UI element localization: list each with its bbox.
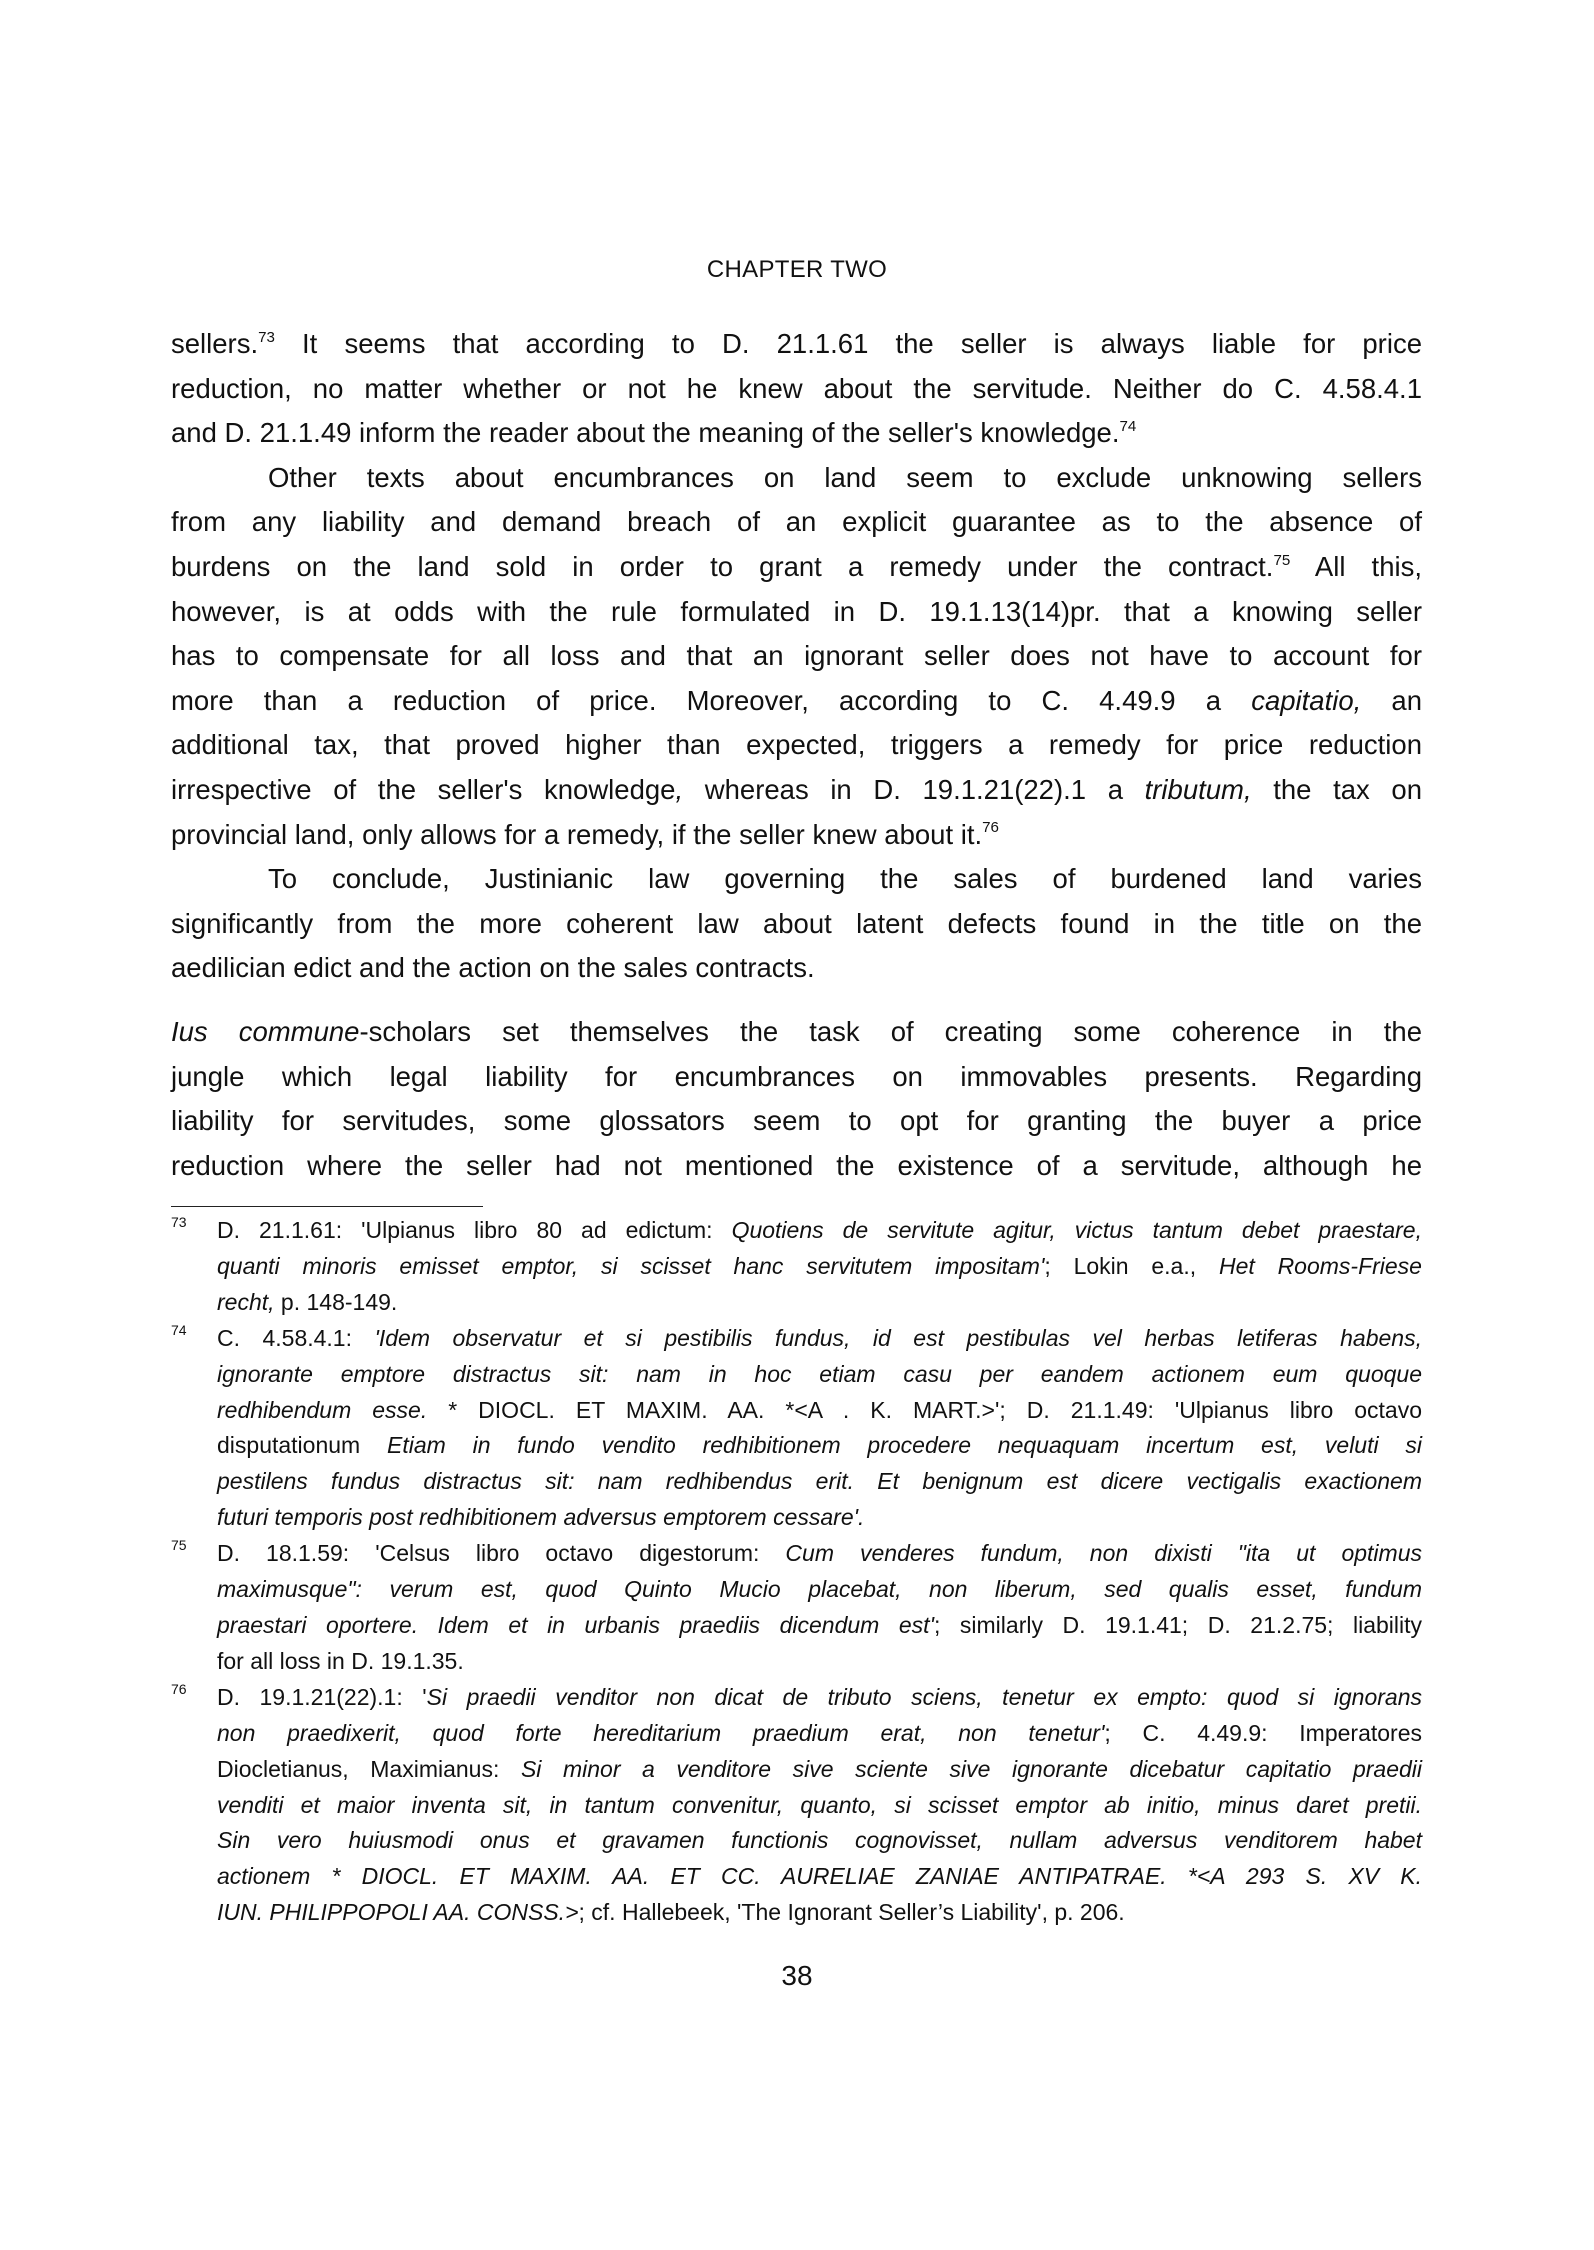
footnote-number: 73 bbox=[171, 1214, 187, 1230]
text-run: significantly from the more coherent law about latent defects found in the title on the bbox=[171, 907, 1422, 939]
italic-text: recht, bbox=[217, 1288, 275, 1315]
text-run: All this, bbox=[1290, 550, 1422, 582]
text-run: aedilician edict and the action on the sales contracts. bbox=[171, 952, 815, 984]
text-run: Diocletianus, Maximianus: bbox=[217, 1755, 521, 1782]
text-run: p. 148-149. bbox=[274, 1288, 398, 1315]
text-line bbox=[217, 1859, 1422, 1895]
text-line bbox=[171, 1144, 1422, 1189]
italic-text: Quotiens de servitute agitur, victus tantum debet praestare, bbox=[731, 1217, 1422, 1243]
footnote-75 bbox=[171, 1536, 1422, 1680]
footnote-74 bbox=[171, 1321, 1422, 1536]
text-run: whereas in D. 19.1.21(22).1 a bbox=[683, 773, 1145, 805]
text-line bbox=[171, 545, 1422, 590]
italic-text: Si minor a venditore sive sciente sive ignorante dicebatur capitatio praedii bbox=[520, 1755, 1422, 1782]
paragraph bbox=[171, 857, 1422, 991]
italic-text: maximusque": verum est, quod Quinto Mucio placebat, non liberum, sed qualis esset, fundum bbox=[217, 1576, 1422, 1603]
italic-text: capitatio, bbox=[1251, 684, 1362, 716]
text-line bbox=[171, 1010, 1422, 1055]
text-line bbox=[217, 1357, 1422, 1393]
text-line bbox=[171, 679, 1422, 724]
italic-text: venditi et maior inventa sit, in tantum convenitur, quanto, si scisset emptor ab initio, minus daret pretii. bbox=[217, 1791, 1422, 1818]
text-line bbox=[217, 1321, 1422, 1357]
text-run: burdens on the land sold in order to grant a remedy under the contract. bbox=[171, 550, 1274, 582]
text-line bbox=[217, 1823, 1422, 1859]
text-line bbox=[171, 367, 1422, 412]
italic-text: Het Rooms-Friese bbox=[1218, 1252, 1422, 1279]
text-line bbox=[217, 1536, 1422, 1572]
text-run: ; C. 4.49.9: Imperatores bbox=[1104, 1719, 1422, 1746]
italic-text: Etiam in fundo vendito redhibitionem procedere nequaquam incertum est, veluti si bbox=[387, 1432, 1422, 1459]
text-line bbox=[217, 1644, 1422, 1680]
text-run: more than a reduction of price. Moreover, according to C. 4.49.9 a bbox=[171, 684, 1252, 716]
text-line bbox=[171, 813, 1422, 858]
text-run: for all loss in D. 19.1.35. bbox=[217, 1647, 464, 1674]
text-run: and D. 21.1.49 inform the reader about the meaning of the seller's knowledge. bbox=[171, 417, 1120, 449]
italic-text: Ius commune bbox=[171, 1015, 360, 1047]
footnote-76 bbox=[171, 1680, 1422, 1931]
running-header: CHAPTER TWO bbox=[706, 256, 888, 283]
text-line bbox=[217, 1285, 1422, 1321]
text-line bbox=[217, 1213, 1422, 1249]
text-line bbox=[217, 1716, 1422, 1752]
text-run: provincial land, only allows for a remedy, if the seller knew about it. bbox=[171, 818, 983, 850]
text-run: D. 18.1.59: 'Celsus libro octavo digestorum: bbox=[217, 1540, 786, 1567]
italic-text: redhibendum esse. bbox=[217, 1396, 428, 1423]
text-run: * DIOCL. ET MAXIM. AA. *<A . K. MART.>'; D. 21.1.49: 'Ulpianus libro octavo bbox=[427, 1396, 1423, 1423]
text-run: liability for servitudes, some glossators seem to opt for granting the buyer a price bbox=[171, 1105, 1422, 1137]
text-run: ; similarly D. 19.1.41; D. 21.2.75; liability bbox=[933, 1611, 1423, 1638]
italic-text: pestilens fundus distractus sit: nam redhibendus erit. Et benignum est dicere vectigalis exactionem bbox=[217, 1468, 1422, 1495]
text-run: however, is at odds with the rule formulated in D. 19.1.13(14)pr. that a knowing seller bbox=[171, 595, 1422, 627]
footnote-reference[interactable]: 73 bbox=[258, 328, 275, 346]
text-line bbox=[217, 1464, 1422, 1500]
text-run: It seems that according to D. 21.1.61 the seller is always liable for price bbox=[274, 328, 1422, 359]
text-line bbox=[171, 411, 1422, 456]
text-run: To conclude, Justinianic law governing the sales of burdened land varies bbox=[268, 863, 1422, 895]
text-line bbox=[217, 1788, 1422, 1824]
text-run: an bbox=[1361, 684, 1422, 716]
text-line bbox=[171, 322, 1422, 367]
paragraph bbox=[171, 322, 1422, 456]
italic-text: praestari oportere. Idem et in urbanis praediis dicendum est' bbox=[217, 1611, 934, 1638]
italic-text: actionem * DIOCL. ET MAXIM. AA. ET CC. AURELIAE ZANIAE ANTIPATRAE. *<A 293 S. XV K. bbox=[217, 1863, 1422, 1890]
text-line bbox=[217, 1680, 1422, 1716]
text-line bbox=[217, 1500, 1422, 1536]
footnote-reference[interactable]: 76 bbox=[982, 819, 999, 837]
text-line bbox=[217, 1572, 1422, 1608]
text-line bbox=[217, 1428, 1422, 1464]
text-run: D. 19.1.21(22).1: ' bbox=[217, 1683, 427, 1710]
text-run: -scholars set themselves the task of creating some coherence in the bbox=[359, 1015, 1422, 1047]
body-text bbox=[171, 322, 1422, 1188]
text-line bbox=[171, 723, 1422, 768]
paragraph bbox=[171, 1010, 1422, 1188]
paragraph bbox=[171, 456, 1422, 857]
text-run: irrespective of the seller's knowledge bbox=[171, 773, 676, 805]
text-line bbox=[217, 1752, 1422, 1788]
text-run: the tax on bbox=[1251, 773, 1422, 805]
text-line bbox=[171, 456, 1422, 501]
text-run: has to compensate for all loss and that an ignorant seller does not have to account for bbox=[171, 640, 1422, 672]
italic-text: Sin vero huiusmodi onus et gravamen functionis cognovisset, nullam adversus venditorem habet bbox=[217, 1827, 1422, 1854]
text-line bbox=[171, 500, 1422, 545]
text-run: C. 4.58.4.1: bbox=[217, 1324, 375, 1351]
italic-text: Si praedii venditor non dicat de tributo sciens, tenetur ex empto: quod si ignorans bbox=[426, 1683, 1423, 1710]
text-line bbox=[171, 590, 1422, 635]
text-line bbox=[171, 1099, 1422, 1144]
italic-text: quanti minoris emisset emptor, si scisset hanc servitutem impositam' bbox=[217, 1252, 1045, 1279]
text-line bbox=[171, 946, 1422, 991]
text-line bbox=[217, 1249, 1422, 1285]
italic-text: tributum, bbox=[1144, 773, 1252, 805]
text-run: ; Lokin e.a., bbox=[1044, 1252, 1219, 1279]
text-line bbox=[171, 634, 1422, 679]
text-run: reduction where the seller had not mentioned the existence of a servitude, although he bbox=[171, 1149, 1422, 1181]
text-run: reduction, no matter whether or not he knew about the servitude. Neither do C. 4.58.4.1 bbox=[171, 372, 1422, 404]
footnote-reference[interactable]: 74 bbox=[1119, 417, 1137, 435]
text-line bbox=[171, 1055, 1422, 1100]
italic-text: futuri temporis post redhibitionem adversus emptorem cessare'. bbox=[217, 1504, 865, 1531]
text-line bbox=[171, 857, 1422, 902]
footnote-73 bbox=[171, 1213, 1422, 1321]
italic-text: ignorante emptore distractus sit: nam in hoc etiam casu per eandem actionem eum quoque bbox=[217, 1360, 1422, 1387]
footnote-number: 74 bbox=[171, 1321, 187, 1338]
text-line bbox=[171, 902, 1422, 947]
footnote-separator bbox=[171, 1206, 483, 1207]
italic-text: IUN. PHILIPPOPOLI AA. CONSS.> bbox=[217, 1899, 579, 1926]
footnotes bbox=[171, 1213, 1422, 1931]
text-run: from any liability and demand breach of an explicit guarantee as to the absence of bbox=[171, 506, 1422, 538]
italic-text: 'Idem observatur et si pestibilis fundus, id est pestibulas vel herbas letiferas habens, bbox=[374, 1324, 1422, 1351]
text-run: ; cf. Hallebeek, 'The Ignorant Seller’s Liability', p. 206. bbox=[578, 1899, 1125, 1926]
text-line bbox=[217, 1393, 1422, 1429]
text-run: additional tax, that proved higher than expected, triggers a remedy for price reduction bbox=[171, 729, 1422, 761]
text-line bbox=[217, 1895, 1422, 1931]
text-run: Other texts about encumbrances on land seem to exclude unknowing sellers bbox=[268, 461, 1422, 493]
italic-text: , bbox=[675, 773, 684, 805]
page-number: 38 bbox=[781, 1960, 813, 1991]
text-line bbox=[217, 1608, 1422, 1644]
italic-text: non praedixerit, quod forte hereditarium praedium erat, non tenetur' bbox=[217, 1719, 1105, 1746]
text-line bbox=[171, 768, 1422, 813]
footnote-reference[interactable]: 75 bbox=[1273, 551, 1291, 569]
footnote-number: 76 bbox=[171, 1680, 187, 1697]
text-run: disputationum bbox=[217, 1432, 387, 1459]
italic-text: Cum venderes fundum, non dixisti "ita ut optimus bbox=[785, 1540, 1422, 1567]
text-run: D. 21.1.61: 'Ulpianus libro 80 ad edictum: bbox=[217, 1217, 732, 1243]
text-run: jungle which legal liability for encumbrances on immovables presents. Regarding bbox=[171, 1060, 1422, 1092]
text-run: sellers. bbox=[171, 328, 259, 359]
footnote-number: 75 bbox=[171, 1537, 187, 1554]
